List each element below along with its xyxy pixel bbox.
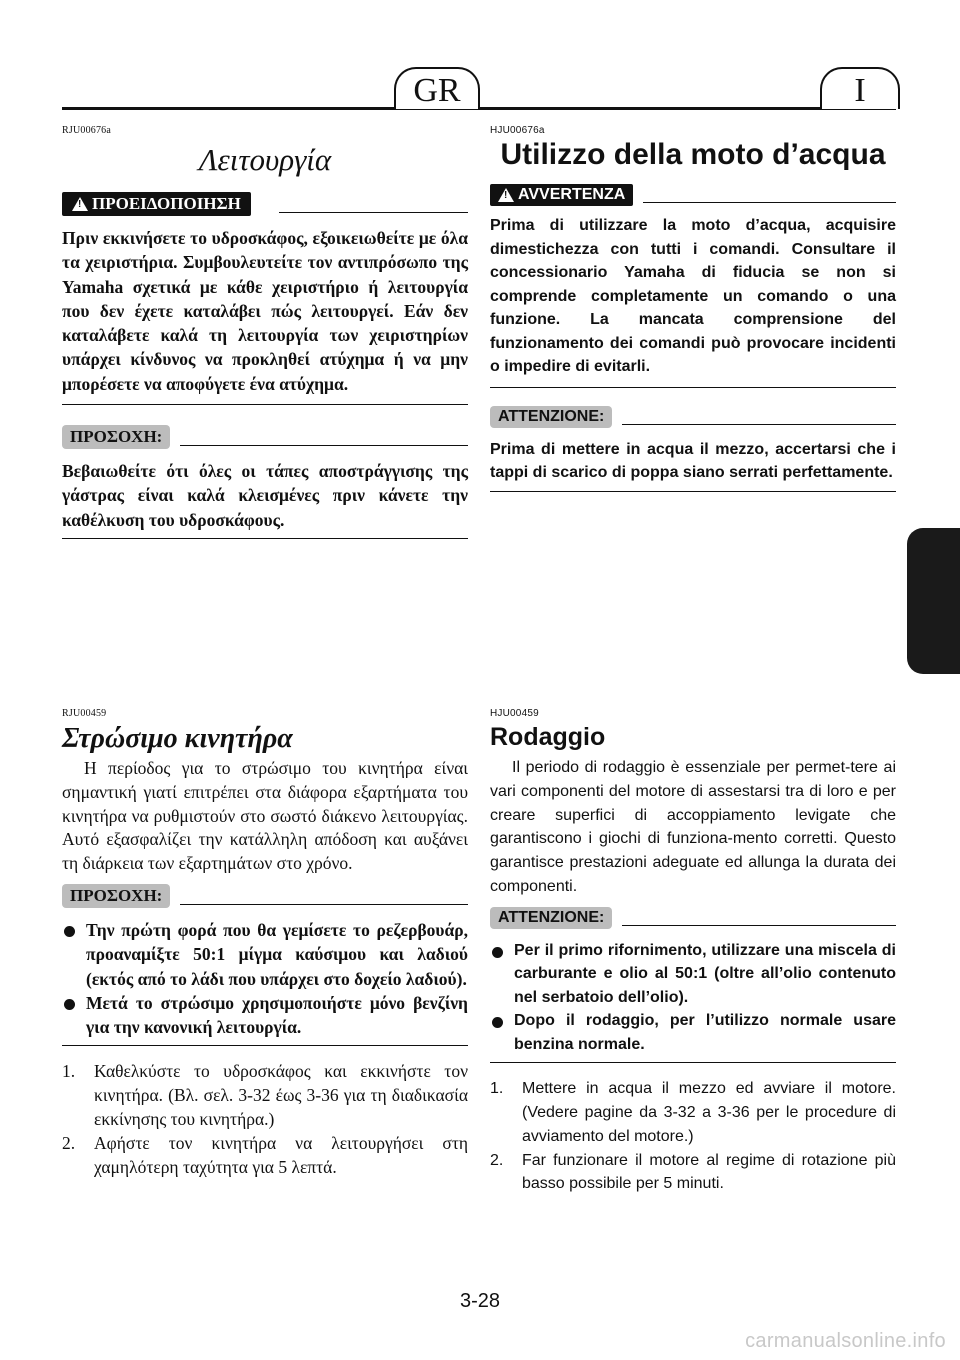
- section-code: RJU00676a: [62, 125, 112, 136]
- bullet-icon: [492, 947, 503, 958]
- steps-list: [490, 1077, 896, 1196]
- intro-text: Il periodo di rodaggio è essenziale per permet-tere ai vari componenti del motore di assestarsi tra di loro e per creare superfici di accoppiamento levigate che garantiscono i giochi di funziona-mento corretti. Questo garantisce prestazioni adeguate ed allunga la durata dei componenti.: [490, 759, 896, 895]
- steps-list: [62, 1060, 468, 1179]
- section-title: Utilizzo della moto d’acqua: [500, 138, 886, 171]
- chapter-thumb-tab: [907, 528, 960, 674]
- greek-operation-section: [62, 125, 468, 539]
- caution-header: [490, 406, 896, 428]
- caution-text: Prima di mettere in acqua il mezzo, accertarsi che i tappi di scarico di poppa siano serrati perfettamente.: [490, 440, 896, 481]
- bullet-icon: [492, 1017, 503, 1028]
- warning-text: Prima di utilizzare la moto d’acqua, acquisire dimestichezza con tutti i comandi. Consultare il concessionario Yamaha di fiducia se non si comprende completamente un comando o una funzione. La mancata comprensione del funzionamento dei comandi può provocare incidenti o impedire di evitarli.: [490, 217, 896, 375]
- caution-bullets: [62, 918, 468, 1039]
- caution-label: ATTENZIONE:: [490, 406, 612, 428]
- list-item: Dopo il rodaggio, per l’utilizzo normale usare benzina normale.: [490, 1009, 896, 1056]
- caution-label: ΠΡΟΣΟΧΗ:: [62, 884, 170, 908]
- warning-label: ! AVVERTENZA: [490, 184, 633, 206]
- list-item: 1. Mettere in acqua il mezzo ed avviare il motore. (Vedere pagine da 3-32 a 3-36 per le procedure di avviamento del motore.): [490, 1080, 896, 1145]
- caution-header: [490, 907, 896, 929]
- list-item: Μετά το στρώσιμο χρησιμοποιήστε μόνο βενζίνη για την κανονική λειτουργία.: [62, 991, 468, 1040]
- warning-header: [490, 184, 896, 206]
- section-title: Στρώσιμο κινητήρα: [62, 723, 293, 754]
- warning-triangle-icon: !: [498, 188, 514, 202]
- warning-triangle-icon: !: [72, 197, 88, 211]
- list-item: 2. Far funzionare il motore al regime di rotazione più basso possibile per 5 minuti.: [490, 1151, 896, 1193]
- caution-header: [62, 425, 468, 449]
- section-code: RJU00459: [62, 708, 107, 719]
- caution-text: Βεβαιωθείτε ότι όλες οι τάπες αποστράγγισης της γάστρας είναι καλά κλεισμένες πριν κάνετε την καθέλκυση του υδροσκάφους.: [62, 461, 468, 530]
- section-title: Λειτουργία: [198, 142, 332, 177]
- list-item: Την πρώτη φορά που θα γεμίσετε το ρεζερβουάρ, προαναμίξτε 50:1 μίγμα καύσιμου και λαδιού (εκτός από το λάδι που υπάρχει στο δοχείο λαδιού).: [62, 918, 468, 991]
- intro-text: Η περίοδος για το στρώσιμο του κινητήρα είναι σημαντική γιατί επιτρέπει στα διάφορα εξαρτήματα του κινητήρα να ρυθμιστούν στο σωστό διάκενο λειτουργίας. Αυτό εξασφαλίζει την κατάλληλη απόδοση και αυξάνει τη διάρκεια των εξαρτημάτων στο χρόνο.: [62, 758, 468, 874]
- list-item: Per il primo rifornimento, utilizzare una miscela di carburante e olio al 50:1 (oltre all’olio contenuto nel serbatoio dell’olio).: [490, 939, 896, 1010]
- bullet-icon: [64, 926, 75, 937]
- list-item: 1. Καθελκύστε το υδροσκάφος και εκκινήστε τον κινητήρα. (Βλ. σελ. 3-32 έως 3-36 για τη διαδικασία εκκίνησης του κινητήρα.): [62, 1061, 468, 1130]
- caution-label: ΠΡΟΣΟΧΗ:: [62, 425, 170, 449]
- italian-operation-section: [490, 125, 896, 492]
- warning-header: [62, 192, 468, 216]
- caution-header: [62, 884, 468, 908]
- bullet-icon: [64, 999, 75, 1010]
- warning-text: Πριν εκκινήσετε το υδροσκάφος, εξοικειωθείτε με όλα τα χειριστήρια. Συμβουλευτείτε τον αντιπρόσωπο της Yamaha σχετικά με κάθε χειριστήριο ή λειτουργία που δεν έχετε καταλάβει πώς λειτουργεί. Εάν δεν καταλάβετε καλά τη λειτουργία των χειριστηρίων υπάρχει κίνδυνος να προκληθεί ατύχημα ή να μην μπορέσετε να αποφύγετε ένα ατύχημα.: [62, 228, 468, 394]
- caution-bullets: [490, 939, 896, 1057]
- lang-tab-greek: GR: [394, 67, 480, 109]
- list-item: 2. Αφήστε τον κινητήρα να λειτουργήσει στη χαμηλότερη ταχύτητα για 5 λεπτά.: [62, 1132, 468, 1177]
- section-code: HJU00676a: [490, 125, 545, 136]
- watermark: carmanualsonline.info: [745, 1330, 946, 1352]
- caution-label: ATTENZIONE:: [490, 907, 612, 929]
- page-number: 3-28: [459, 1290, 501, 1312]
- section-code: HJU00459: [490, 708, 539, 719]
- section-title: Rodaggio: [490, 723, 606, 751]
- greek-breakin-section: [62, 708, 468, 1179]
- warning-label: ! ΠΡΟΕΙΔΟΠΟΙΗΣΗ: [62, 192, 251, 216]
- lang-tab-italian: I: [820, 67, 900, 109]
- italian-breakin-section: [490, 708, 896, 1196]
